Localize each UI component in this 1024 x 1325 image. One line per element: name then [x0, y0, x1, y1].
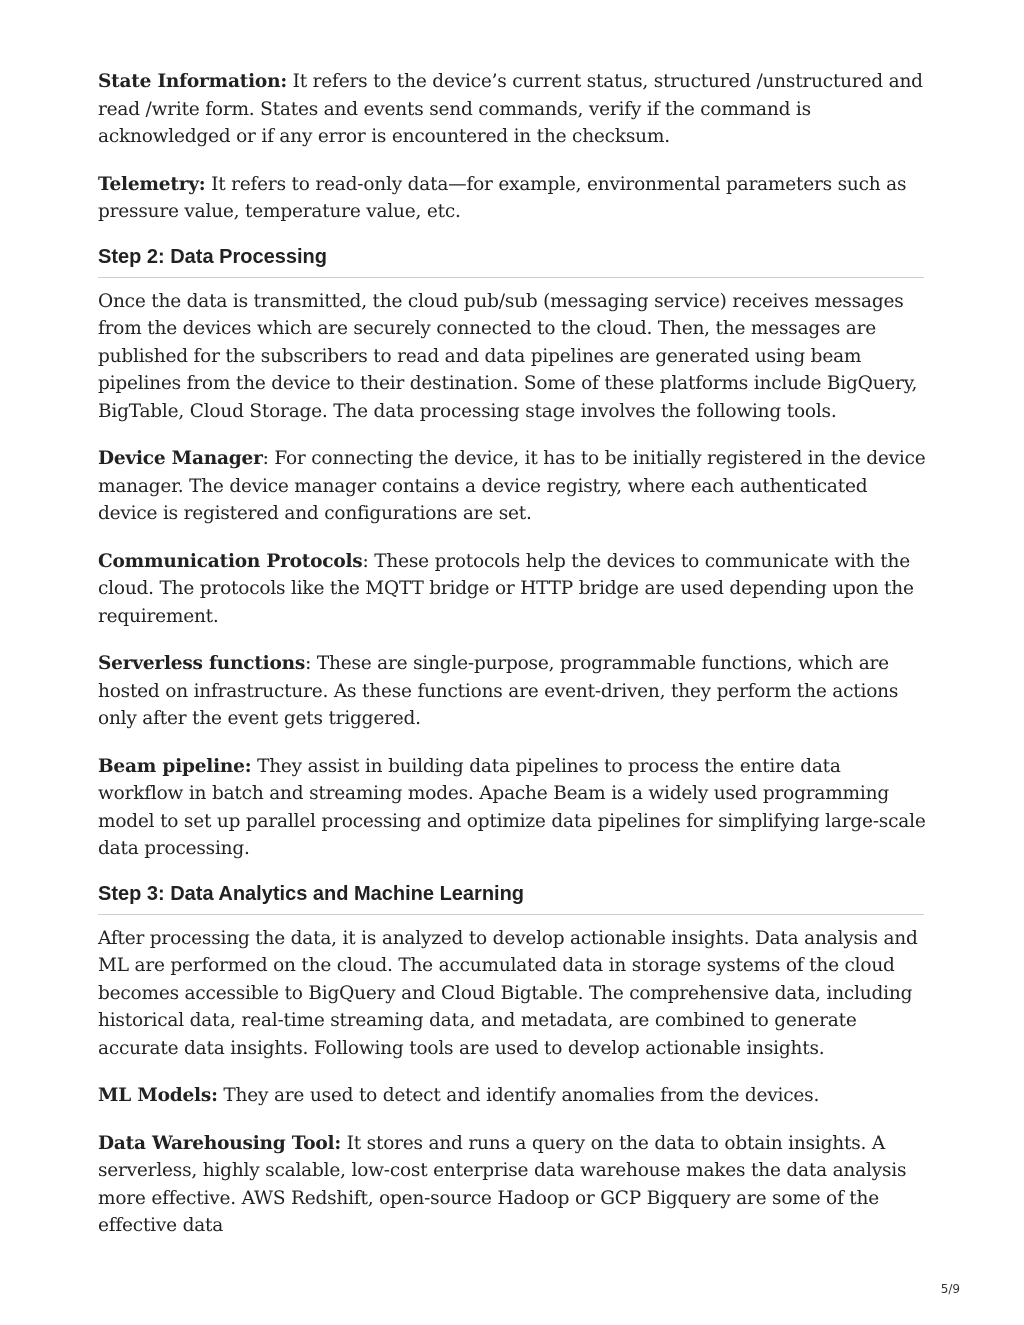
- definition-data-warehousing-tool: It stores and runs a query on the data to obtain insights. A serverless, highly scalable, low-cost enterprise data warehouse makes the data analysis more effective. AWS Redshift, open-source Hadoop or GCP Bigquery are some of the effective data: [98, 1132, 907, 1236]
- definition-ml-models: They are used to detect and identify anomalies from the devices.: [223, 1085, 820, 1106]
- heading-step-2: Step 2: Data Processing: [98, 246, 924, 278]
- paragraph-step-2-intro: Once the data is transmitted, the cloud pub/sub (messaging service) receives messages from the devices which are securely connected to the cloud. Then, the messages are published for the subscribers to read and data pipelines are generated using beam pipelines from the device to their destination. Some of these platforms include BigQuery, BigTable, Cloud Storage. The data processing stage involves the following tools.: [98, 290, 918, 422]
- term-data-warehousing-tool: Data Warehousing Tool:: [98, 1132, 341, 1154]
- term-beam-pipeline: Beam pipeline:: [98, 755, 252, 777]
- definition-state-information: It refers to the device’s current status, structured /unstructured and read /write form. States and events send commands, verify if the command is acknowledged or if any error is encountered in the checksum.: [98, 71, 923, 147]
- paragraph-state-information: [98, 68, 928, 151]
- definition-telemetry: It refers to read-only data—for example, environmental parameters such as pressure value, temperature value, etc.: [98, 173, 907, 222]
- paragraph-step-3-intro: After processing the data, it is analyzed to develop actionable insights. Data analysis and ML are performed on the cloud. The accumulated data in storage systems of the cloud becomes accessible to BigQuery and Cloud Bigtable. The comprehensive data, including historical data, real-time streaming data, and metadata, are combined to generate accurate data insights. Following tools are used to develop actionable insights.: [98, 927, 918, 1059]
- term-state-information: State Information:: [98, 71, 287, 92]
- term-ml-models: ML Models:: [98, 1085, 218, 1106]
- document-body: [98, 68, 928, 1260]
- paragraph-ml-models: [98, 1082, 928, 1110]
- definition-communication-protocols: These protocols help the devices to communicate with the cloud. The protocols like the MQTT bridge or HTTP bridge are used depending upon the requirement.: [98, 550, 914, 627]
- paragraph-telemetry: [98, 171, 928, 226]
- paragraph-serverless-functions: Serverless functions: These are single-purpose, programmable functions, which are hosted on infrastructure. As these functions are event-driven, they perform the actions only after the event gets triggered.: [98, 653, 899, 729]
- paragraph-data-warehousing-tool: [98, 1130, 928, 1240]
- term-communication-protocols: Communication Protocols: [98, 550, 363, 572]
- definition-serverless-functions: These are single-purpose, programmable functions, which are hosted on infrastructure. As these functions are event-driven, they perform the actions only after the event gets triggered.: [98, 653, 899, 729]
- definition-beam-pipeline: They assist in building data pipelines to process the entire data workflow in batch and streaming modes. Apache Beam is a widely used programming model to set up parallel processing and optimize data pipelines for simplifying large-scale data processing.: [98, 755, 926, 859]
- term-serverless-functions: Serverless functions: [98, 653, 306, 674]
- definition-device-manager: For connecting the device, it has to be initially registered in the device manager. The device manager contains a device registry, where each authenticated device is registered and configurations are set.: [98, 448, 926, 524]
- term-device-manager: Device Manager: [98, 448, 263, 469]
- term-telemetry: Telemetry:: [98, 173, 206, 195]
- page-number: 5/9: [940, 1282, 960, 1296]
- paragraph-device-manager: Device Manager: For connecting the device, it has to be initially registered in the device manager. The device manager contains a device registry, where each authenticated device is registered and configurations are set.: [98, 448, 926, 524]
- paragraph-beam-pipeline: [98, 753, 928, 863]
- heading-step-3: Step 3: Data Analytics and Machine Learning: [98, 883, 924, 915]
- paragraph-communication-protocols: Communication Protocols: These protocols help the devices to communicate with the cloud. The protocols like the MQTT bridge or HTTP bridge are used depending upon the requirement.: [98, 550, 914, 627]
